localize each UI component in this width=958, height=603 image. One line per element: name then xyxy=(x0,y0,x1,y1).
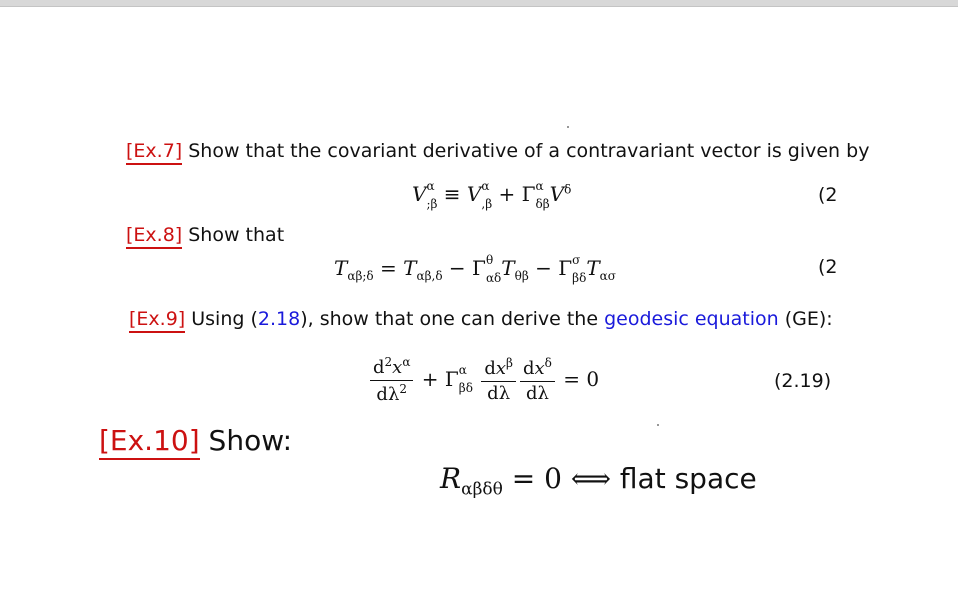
window-top-bar xyxy=(0,0,958,7)
ex9-equation-number: (2.19) xyxy=(774,370,832,392)
flat-space-text: flat space xyxy=(619,462,757,495)
ex10-label[interactable]: [Ex.10] xyxy=(99,424,200,460)
ex7-label[interactable]: [Ex.7] xyxy=(126,140,182,165)
stray-dot xyxy=(567,126,569,128)
ex8-equation-number: (2 xyxy=(818,256,838,278)
ex7-paragraph xyxy=(126,140,869,162)
ex9-paragraph xyxy=(129,308,833,330)
ex9-equation-ref-link[interactable]: 2.18 xyxy=(257,308,301,330)
ex9-label[interactable]: [Ex.9] xyxy=(129,308,185,333)
ex8-paragraph xyxy=(126,224,284,246)
geodesic-equation: $\frac{d^2x^\alpha}{d\lambda^2}$ + Γ α βδ $\frac{dx^\beta}{d\lambda}$ $\frac{dx^\delta}{d\lambda}$ = 0 xyxy=(368,356,599,405)
geodesic-equation-link[interactable]: geodesic equation xyxy=(604,308,779,330)
ex7-text: Show that the covariant derivative of a contravariant vector is given by xyxy=(188,140,870,162)
ex10-equation: $R_{\alpha\beta\delta\theta} = 0$ ⟺ flat space xyxy=(440,462,757,500)
ex9-text-c: (GE): xyxy=(778,308,833,330)
ex8-label[interactable]: [Ex.8] xyxy=(126,224,182,249)
ex9-text-b: ), show that one can derive the xyxy=(300,308,605,330)
ex9-text-a: Using ( xyxy=(191,308,258,330)
ex8-equation: $T_{\alpha\beta;\delta} = T_{\alpha\beta,\delta} - \Gamma$ θ αδ $T_{\theta\beta} - \Gamma$ σ βδ $T_{\alpha\sigma}$ xyxy=(334,252,616,285)
ex7-equation-number: (2 xyxy=(818,184,838,206)
ex7-equation: V α ;β ≡ V α ,β + Γ α δβ $V^\delta$ xyxy=(412,178,572,211)
ex10-paragraph xyxy=(99,424,292,457)
ex10-text: Show: xyxy=(208,424,292,457)
stray-dot xyxy=(657,424,659,426)
ex8-text: Show that xyxy=(188,224,285,246)
